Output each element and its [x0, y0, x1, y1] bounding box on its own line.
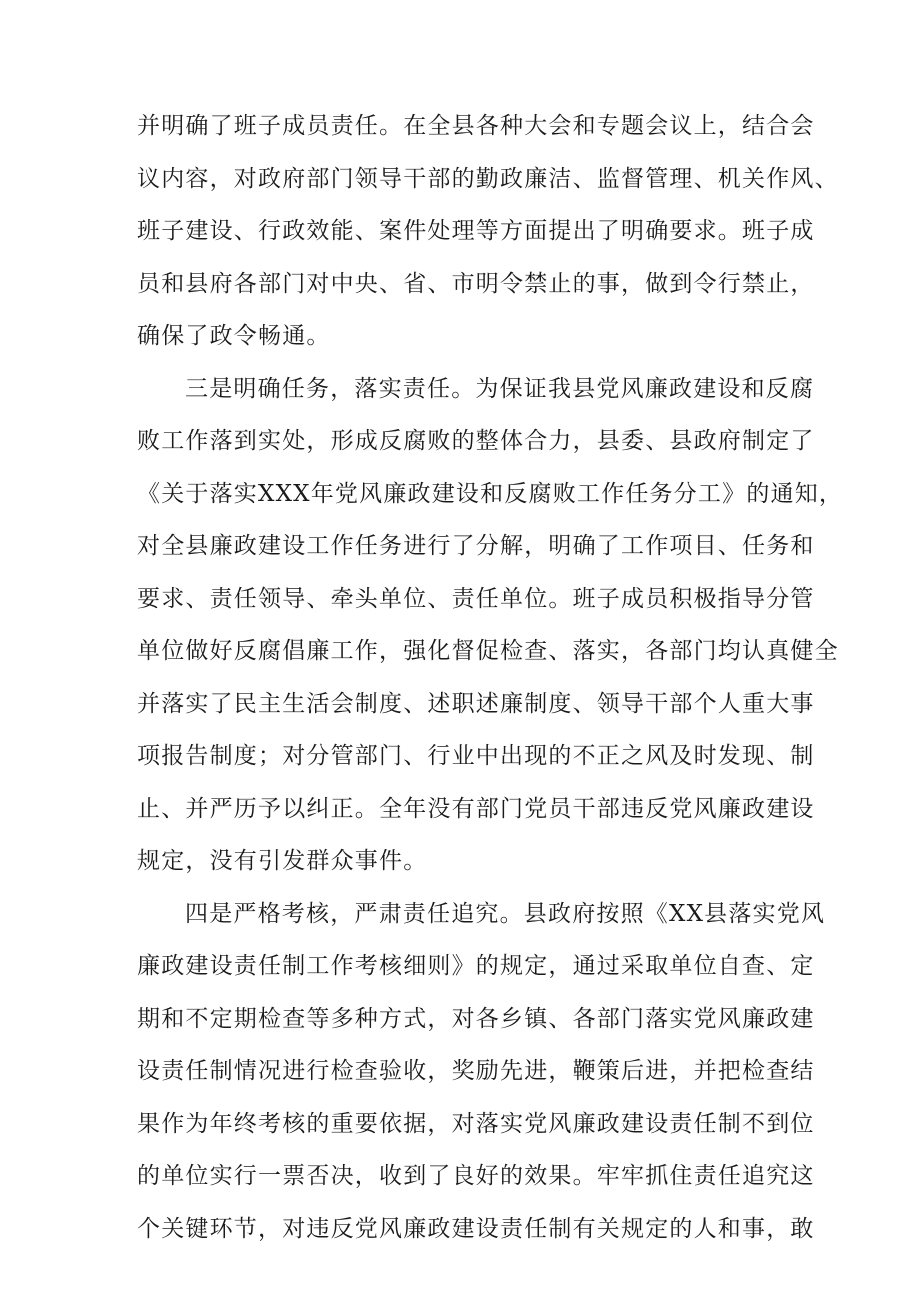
- text-line: 要求、责任领导、牵头单位、责任单位。班子成员积极指导分管: [137, 585, 815, 612]
- text-line: 《关于落实XXX年党风廉政建设和反腐败工作任务分工》的通知，: [137, 480, 844, 507]
- text-line: 止、并严历予以纠正。全年没有部门党员干部违反党风廉政建设: [137, 795, 815, 822]
- text-line: 规定，没有引发群众事件。: [137, 848, 428, 874]
- text-line: 项报告制度；对分管部门、行业中出现的不正之风及时发现、制: [137, 743, 815, 769]
- text-line: 确保了政令畅通。: [137, 323, 331, 349]
- text-line: 并落实了民主生活会制度、述职述廉制度、领导干部个人重大事: [137, 690, 815, 717]
- text-line: 对全县廉政建设工作任务进行了分解，明确了工作项目、任务和: [137, 533, 815, 559]
- body-text: [137, 100, 844, 1255]
- text-line: 并明确了班子成员责任。在全县各种大会和专题会议上，结合会: [137, 113, 815, 139]
- text-line: 廉政建设责任制工作考核细则》的规定，通过采取单位自查、定: [137, 953, 815, 979]
- paragraph-start-line: 三是明确任务，落实责任。为保证我县党风廉政建设和反腐: [185, 375, 815, 402]
- text-line: 班子建设、行政效能、案件处理等方面提出了明确要求。班子成: [137, 218, 815, 244]
- text-line: 员和县府各部门对中央、省、市明令禁止的事，做到令行禁止，: [137, 270, 815, 297]
- paragraph-start-line: 四是严格考核，严肃责任追究。县政府按照《XX县落实党风: [185, 900, 826, 927]
- text-line: 果作为年终考核的重要依据，对落实党风廉政建设责任制不到位: [137, 1110, 815, 1137]
- text-line: 单位做好反腐倡廉工作，强化督促检查、落实，各部门均认真健全: [137, 638, 839, 664]
- text-line: 的单位实行一票否决，收到了良好的效果。牢牢抓住责任追究这: [137, 1163, 815, 1189]
- text-line: 个关键环节，对违反党风廉政建设责任制有关规定的人和事，敢: [137, 1215, 815, 1242]
- text-line: 期和不定期检查等多种方式，对各乡镇、各部门落实党风廉政建: [137, 1005, 815, 1032]
- text-line: 设责任制情况进行检查验收，奖励先进，鞭策后进，并把检查结: [137, 1058, 815, 1084]
- text-line: 议内容，对政府部门领导干部的勤政廉洁、监督管理、机关作风、: [137, 165, 839, 192]
- text-line: 败工作落到实处，形成反腐败的整体合力，县委、县政府制定了: [137, 428, 815, 454]
